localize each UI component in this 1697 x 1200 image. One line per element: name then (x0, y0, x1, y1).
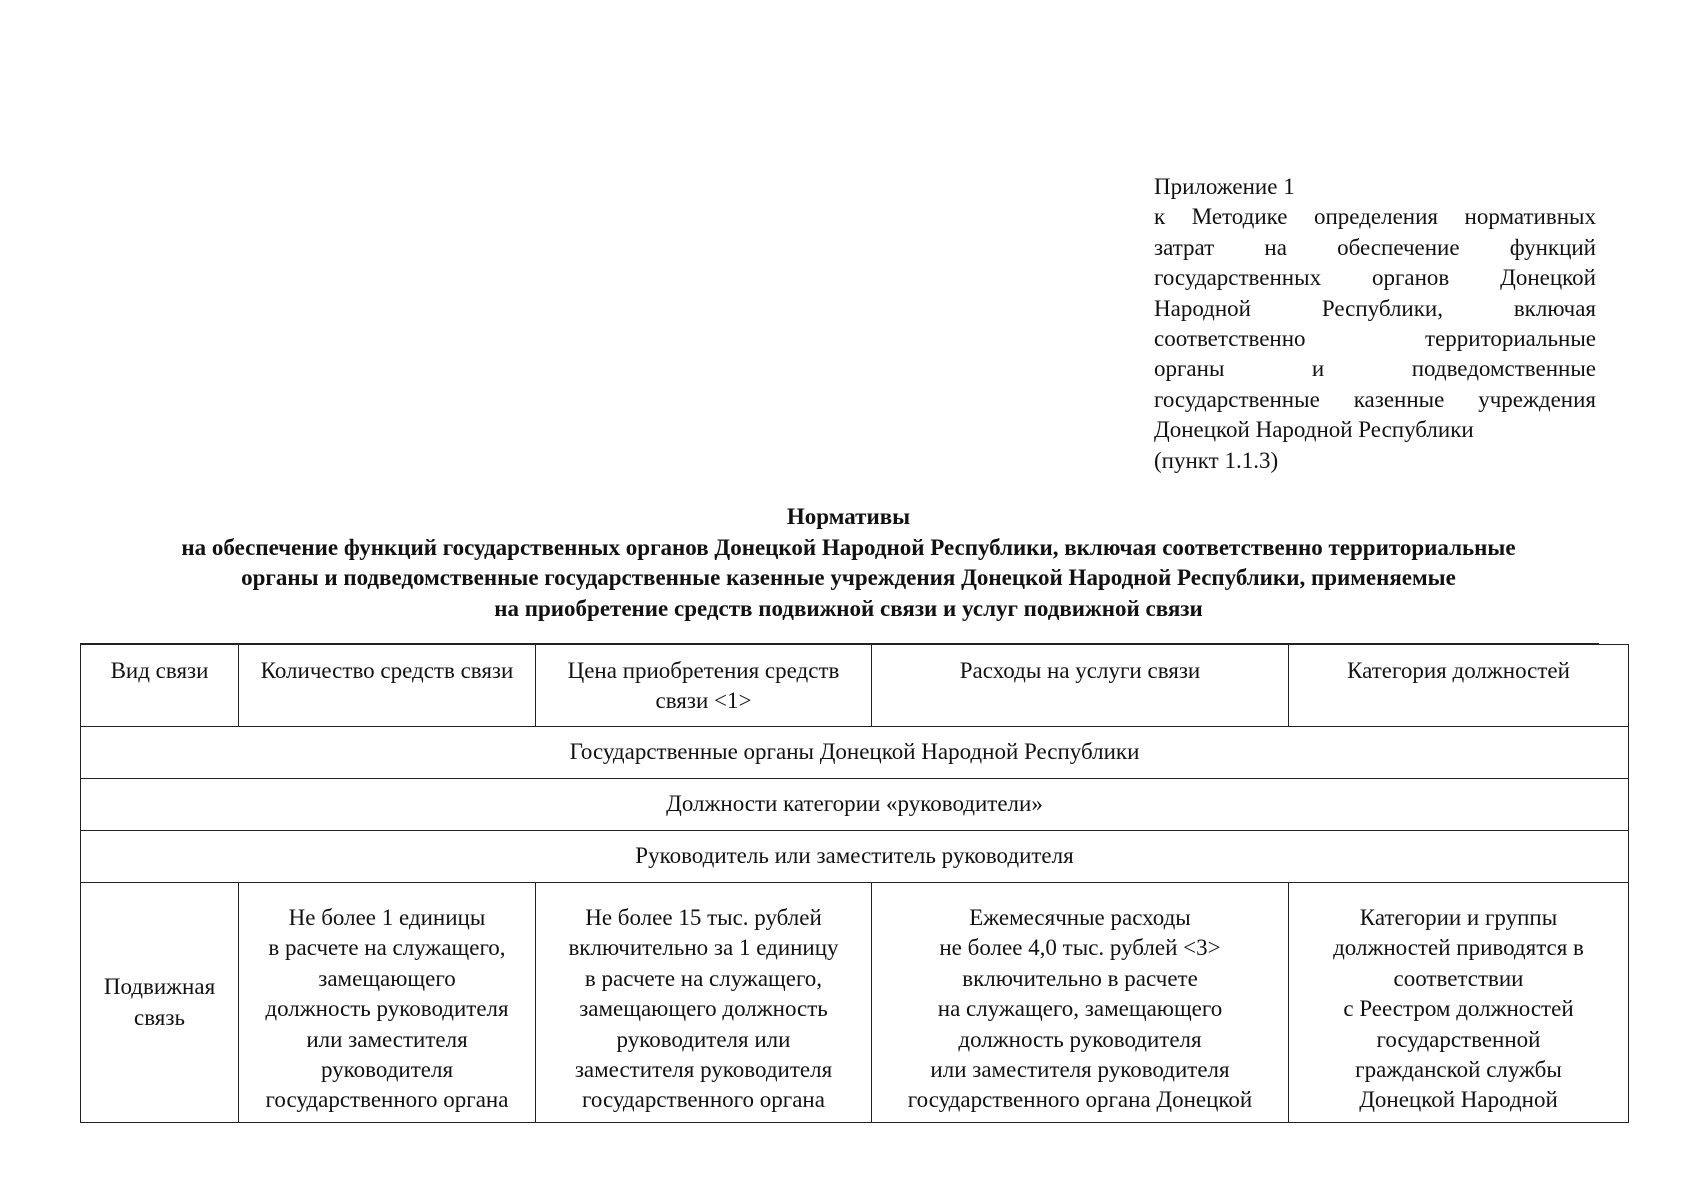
cell-line: должностей приводятся в (1333, 935, 1584, 961)
table-header-row (81, 645, 1629, 727)
cell-line: замещающего (318, 965, 456, 991)
cell-type: Подвижная связь (81, 883, 239, 1123)
cell-line: государственной (1376, 1026, 1541, 1052)
cell-price (536, 883, 872, 1123)
title-line: на обеспечение функций государственных органов Донецкой Народной Республики, включая соответственно территориальные (181, 534, 1516, 560)
document-title (60, 502, 1637, 624)
header-cell-quantity: Количество средств связи (239, 645, 536, 727)
appendix-line: соответственно территориальные (1154, 326, 1596, 352)
cell-line: с Реестром должностей (1343, 996, 1574, 1022)
appendix-line: Приложение 1 (1154, 174, 1295, 199)
cell-line: в расчете на служащего, (268, 935, 506, 961)
cell-line: руководителя или (616, 1026, 791, 1052)
section-cell: Государственные органы Донецкой Народной Республики (81, 727, 1629, 779)
table-section-row (81, 727, 1629, 779)
cell-line: государственного органа (582, 1087, 825, 1113)
table-section-row (81, 779, 1629, 831)
appendix-line: государственных органов Донецкой (1154, 265, 1596, 291)
cell-line: Категории и группы (1359, 905, 1558, 930)
cell-line: Донецкой Народной (1359, 1087, 1558, 1113)
cell-line: Не более 15 тыс. рублей (585, 905, 822, 930)
cell-line: гражданской службы (1355, 1057, 1562, 1083)
cell-line: на служащего, замещающего (937, 996, 1223, 1022)
norms-table (80, 644, 1629, 1123)
cell-line: должность руководителя (958, 1026, 1202, 1052)
appendix-block (1154, 172, 1596, 476)
appendix-line: государственные казенные учреждения (1154, 386, 1596, 412)
cell-quantity (239, 883, 536, 1123)
cell-line: включительно за 1 единицу (568, 935, 839, 961)
cell-line: в расчете на служащего, (584, 965, 823, 991)
section-cell: Руководитель или заместитель руководителя (81, 831, 1629, 883)
cell-line: не более 4,0 тыс. рублей <3> (939, 935, 1221, 961)
cell-line: соответствии (1393, 965, 1524, 991)
header-cell-expenses: Расходы на услуги связи (872, 645, 1289, 727)
title-heading: Нормативы (786, 504, 911, 529)
appendix-line: органы и подведомственные (1154, 356, 1596, 382)
header-cell-type: Вид связи (81, 645, 239, 727)
cell-line: заместителя руководителя (574, 1057, 833, 1083)
cell-line: замещающего должность (579, 996, 828, 1022)
appendix-line: Народной Республики, включая (1154, 295, 1596, 321)
cell-line: или заместителя (306, 1026, 468, 1052)
title-line: органы и подведомственные государственные казенные учреждения Донецкой Народной Республики, применяемые (241, 565, 1456, 591)
table-row (81, 883, 1629, 1123)
cell-line: Ежемесячные расходы (969, 905, 1191, 930)
cell-line: или заместителя руководителя (930, 1057, 1230, 1083)
cell-line: должность руководителя (265, 996, 509, 1022)
cell-expenses (872, 883, 1289, 1123)
header-cell-price: Цена приобретения средств связи <1> (536, 645, 872, 727)
section-cell: Должности категории «руководители» (81, 779, 1629, 831)
title-line: на приобретение средств подвижной связи и услуг подвижной связи (494, 595, 1203, 621)
appendix-line: затрат на обеспечение функций (1154, 234, 1596, 260)
cell-line: включительно в расчете (962, 965, 1198, 991)
appendix-line: Донецкой Народной Республики (1154, 417, 1474, 443)
appendix-line: (пункт 1.1.3) (1154, 447, 1279, 473)
cell-category (1289, 883, 1629, 1123)
cell-line: Не более 1 единицы (288, 905, 486, 930)
cell-line: руководителя (320, 1057, 454, 1083)
cell-line: государственного органа (265, 1087, 509, 1113)
header-cell-category: Категория должностей (1289, 645, 1629, 727)
cell-line: государственного органа Донецкой (907, 1087, 1253, 1113)
appendix-line: к Методике определения нормативных (1154, 204, 1596, 230)
table-section-row (81, 831, 1629, 883)
